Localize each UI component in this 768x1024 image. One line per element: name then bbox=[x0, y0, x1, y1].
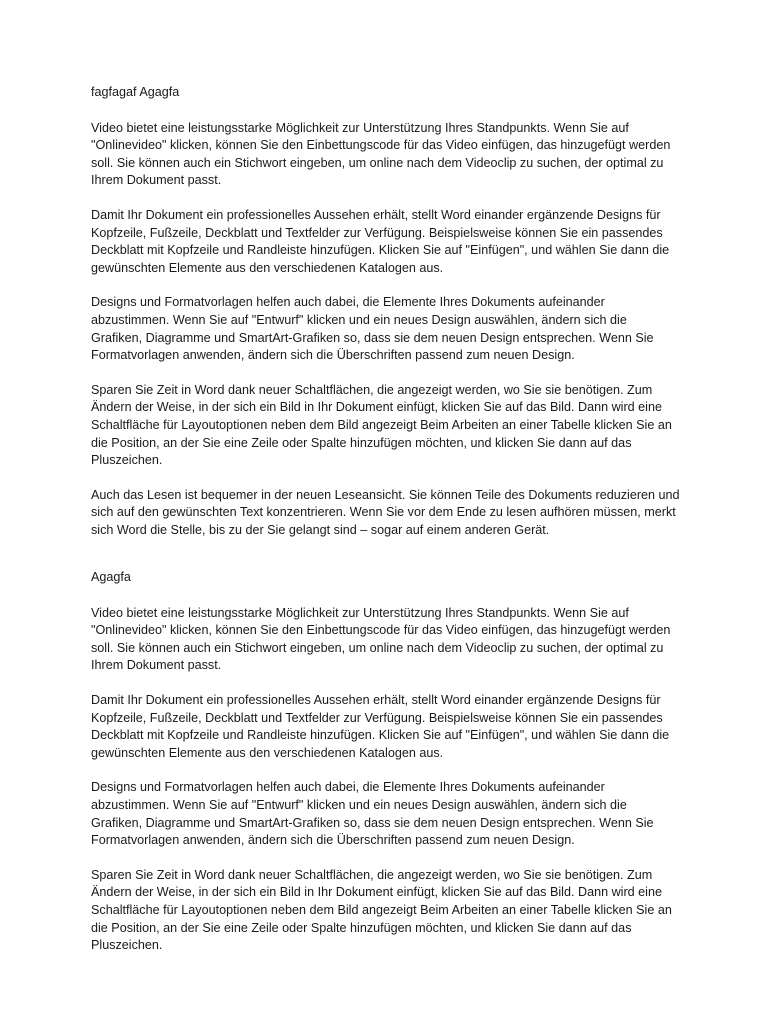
section-1-paragraph: Designs und Formatvorlagen helfen auch dabei, die Elemente Ihres Dokuments aufeinander abzustimmen. Wenn Sie auf "Entwurf" klicken und ein neues Design auswählen, ändern sich die Grafiken, Diagramme und SmartArt-Grafiken so, dass sie dem neuen Design entsprechen. Wenn Sie Formatvorlagen anwenden, ändern sich die Überschriften passend zum neuen Design. bbox=[91, 295, 654, 363]
section-1-paragraph: Video bietet eine leistungsstarke Möglichkeit zur Unterstützung Ihres Standpunkts. Wenn Sie auf "Onlinevideo" klicken, können Sie den Einbettungscode für das Video einfügen, das hinzugefügt werden soll. Sie können auch ein Stichwort eingeben, um online nach dem Videoclip zu suchen, der optimal zu Ihrem Dokument passt. bbox=[91, 120, 671, 188]
document-section-1 bbox=[91, 84, 681, 556]
section-1-heading: fagfagaf Agagfa bbox=[91, 85, 180, 99]
document-section-2 bbox=[91, 569, 681, 972]
section-2-heading: Agagfa bbox=[91, 570, 131, 584]
section-1-paragraph: Sparen Sie Zeit in Word dank neuer Schaltflächen, die angezeigt werden, wo Sie sie benötigen. Zum Ändern der Weise, in der sich ein Bild in Ihr Dokument einfügt, klicken Sie auf das Bild. Dann wird eine Schaltfläche für Layoutoptionen neben dem Bild angezeigt Beim Arbeiten an einer Tabelle klicken Sie an die Position, an der Sie eine Zeile oder Spalte hinzufügen möchten, und klicken Sie dann auf das Pluszeichen. bbox=[91, 382, 672, 468]
section-2-paragraph: Sparen Sie Zeit in Word dank neuer Schaltflächen, die angezeigt werden, wo Sie sie benötigen. Zum Ändern der Weise, in der sich ein Bild in Ihr Dokument einfügt, klicken Sie auf das Bild. Dann wird eine Schaltfläche für Layoutoptionen neben dem Bild angezeigt Beim Arbeiten an einer Tabelle klicken Sie an die Position, an der Sie eine Zeile oder Spalte hinzufügen möchten, und klicken Sie dann auf das Pluszeichen. bbox=[91, 867, 672, 953]
section-2-paragraph: Video bietet eine leistungsstarke Möglichkeit zur Unterstützung Ihres Standpunkts. Wenn Sie auf "Onlinevideo" klicken, können Sie den Einbettungscode für das Video einfügen, das hinzugefügt werden soll. Sie können auch ein Stichwort eingeben, um online nach dem Videoclip zu suchen, der optimal zu Ihrem Dokument passt. bbox=[91, 605, 671, 673]
section-2-paragraph: Designs und Formatvorlagen helfen auch dabei, die Elemente Ihres Dokuments aufeinander abzustimmen. Wenn Sie auf "Entwurf" klicken und ein neues Design auswählen, ändern sich die Grafiken, Diagramme und SmartArt-Grafiken so, dass sie dem neuen Design entsprechen. Wenn Sie Formatvorlagen anwenden, ändern sich die Überschriften passend zum neuen Design. bbox=[91, 780, 654, 848]
section-1-paragraph: Damit Ihr Dokument ein professionelles Aussehen erhält, stellt Word einander ergänzende Designs für Kopfzeile, Fußzeile, Deckblatt und Textfelder zur Verfügung. Beispielsweise können Sie ein passendes Deckblatt mit Kopfzeile und Randleiste hinzufügen. Klicken Sie auf "Einfügen", und wählen Sie dann die gewünschten Elemente aus den verschiedenen Katalogen aus. bbox=[91, 207, 670, 275]
section-1-paragraph: Auch das Lesen ist bequemer in der neuen Leseansicht. Sie können Teile des Dokuments reduzieren und sich auf den gewünschten Text konzentrieren. Wenn Sie vor dem Ende zu lesen aufhören müssen, merkt sich Word die Stelle, bis zu der Sie gelangt sind – sogar auf einem anderen Gerät. bbox=[91, 487, 680, 537]
section-2-paragraph: Damit Ihr Dokument ein professionelles Aussehen erhält, stellt Word einander ergänzende Designs für Kopfzeile, Fußzeile, Deckblatt und Textfelder zur Verfügung. Beispielsweise können Sie ein passendes Deckblatt mit Kopfzeile und Randleiste hinzufügen. Klicken Sie auf "Einfügen", und wählen Sie dann die gewünschten Elemente aus den verschiedenen Katalogen aus. bbox=[91, 692, 670, 760]
